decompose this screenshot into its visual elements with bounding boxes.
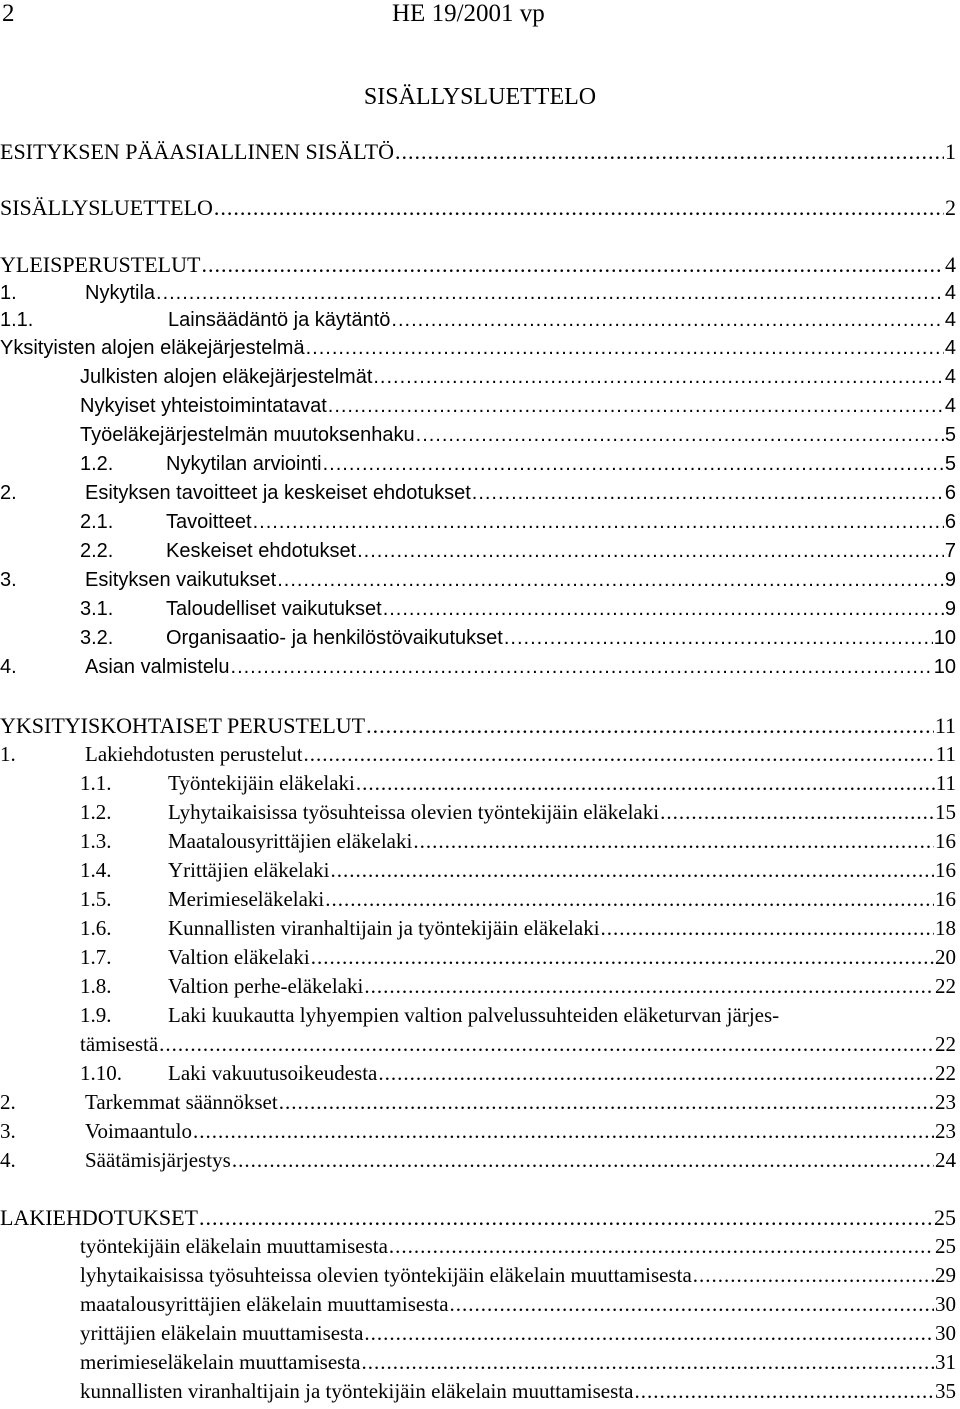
toc-entry-page: 1 — [945, 139, 956, 164]
page-number: 2 — [2, 0, 15, 27]
toc-entry-page: 30 — [935, 1321, 956, 1345]
leader-dots — [323, 453, 944, 476]
toc-entry[interactable] — [0, 1263, 956, 1292]
toc-entry-page: 5 — [944, 424, 956, 446]
leader-dots — [231, 656, 933, 679]
toc-entry-title: maatalousyrittäjien eläkelain muuttamisesta — [80, 1292, 449, 1316]
toc-entry[interactable] — [0, 1090, 956, 1119]
toc-entry-number: 2. — [0, 1090, 16, 1114]
toc-entry[interactable] — [0, 337, 956, 366]
toc-entry-number: 2.2. — [80, 540, 114, 562]
leader-dots — [199, 1205, 933, 1231]
toc-entry[interactable] — [0, 482, 956, 511]
toc-entry[interactable] — [0, 195, 956, 224]
leader-dots — [373, 366, 944, 389]
toc-entry-title: Maatalousyrittäjien eläkelaki — [168, 829, 413, 853]
toc-entry-title: Asian valmistelu — [85, 656, 230, 678]
toc-entry-page: 23 — [935, 1090, 956, 1114]
toc-entry-title: kunnallisten viranhaltijain ja työntekijäin eläkelain muuttamisesta — [80, 1379, 634, 1403]
toc-entry-number: 1.5. — [80, 887, 112, 911]
toc-entry-title: Merimieseläkelaki — [168, 887, 325, 911]
leader-dots — [304, 742, 935, 767]
toc-entry-number: 1.7. — [80, 945, 112, 969]
toc-entry[interactable] — [0, 1119, 956, 1148]
toc-entry-number: 1.3. — [80, 829, 112, 853]
toc-entry[interactable] — [0, 424, 956, 453]
leader-dots — [357, 540, 944, 563]
toc-entry-title: Tavoitteet — [166, 511, 252, 533]
toc-entry-title: Valtion perhe-eläkelaki — [168, 974, 364, 998]
toc-entry-title: Yksityisten alojen eläkejärjestelmä — [0, 337, 305, 359]
toc-entry-page: 23 — [935, 1119, 956, 1143]
toc-entry[interactable] — [0, 887, 956, 916]
leader-dots — [277, 569, 944, 592]
leader-dots — [356, 771, 935, 796]
toc-entry-number: 1.10. — [80, 1061, 122, 1085]
toc-entry-number: 1. — [0, 742, 16, 766]
toc-entry-title: YKSITYISKOHTAISET PERUSTELUT — [0, 713, 366, 738]
toc-entry-page: 11 — [934, 713, 956, 738]
toc-entry-page: 4 — [944, 282, 956, 304]
toc-entry-title: Taloudelliset vaikutukset — [166, 598, 382, 620]
toc-entry-number: 1.6. — [80, 916, 112, 940]
toc-entry-title: YLEISPERUSTELUT — [0, 252, 201, 277]
toc-entry[interactable] — [0, 656, 956, 685]
leader-dots — [504, 627, 933, 650]
toc-entry-page: 25 — [935, 1234, 956, 1258]
toc-entry[interactable] — [0, 974, 956, 1003]
toc-entry-title: lyhytaikaisissa työsuhteissa olevien työntekijäin eläkelain muuttamisesta — [80, 1263, 692, 1287]
toc-entry-number: 4. — [0, 1148, 16, 1172]
leader-dots — [201, 252, 944, 278]
leader-dots — [395, 139, 944, 165]
toc-entry-title: ESITYKSEN PÄÄASIALLINEN SISÄLTÖ — [0, 139, 394, 164]
toc-entry-title: Nykytilan arviointi — [166, 453, 322, 475]
leader-dots — [366, 713, 934, 739]
toc-entry-title: Keskeiset ehdotukset — [166, 540, 357, 562]
toc-entry[interactable] — [0, 1003, 956, 1032]
toc-entry-title: Lainsäädäntö ja käytäntö — [168, 309, 391, 331]
toc-entry-page: 2 — [945, 195, 956, 220]
toc-entry[interactable] — [0, 1148, 956, 1177]
toc-entry[interactable] — [0, 309, 956, 338]
leader-dots — [472, 482, 944, 505]
toc-entry-number: 4. — [0, 656, 17, 678]
toc-entry[interactable] — [0, 771, 956, 800]
toc-entry[interactable] — [0, 511, 956, 540]
toc-entry[interactable] — [0, 598, 956, 627]
toc-entry-page: 10 — [933, 627, 956, 649]
toc-entry-page: 22 — [935, 1061, 956, 1085]
leader-dots — [328, 395, 944, 418]
toc-entry[interactable] — [0, 139, 956, 168]
toc-entry[interactable] — [0, 1321, 956, 1350]
toc-entry-page: 10 — [933, 656, 956, 678]
toc-entry-title: Yrittäjien eläkelaki — [168, 858, 330, 882]
leader-dots — [232, 1148, 934, 1173]
leader-dots — [383, 598, 944, 621]
toc-entry-title: työntekijäin eläkelain muuttamisesta — [80, 1234, 388, 1258]
leader-dots — [634, 1379, 934, 1404]
toc-title: SISÄLLYSLUETTELO — [363, 84, 597, 110]
toc-entry[interactable] — [0, 395, 956, 424]
toc-entry-page: 29 — [935, 1263, 956, 1287]
toc-entry-page: 11 — [935, 742, 956, 766]
toc-entry-page: 6 — [944, 511, 956, 533]
leader-dots — [391, 309, 943, 332]
toc-entry-number: 1. — [0, 282, 17, 304]
toc-entry[interactable] — [0, 627, 956, 656]
leader-dots — [378, 1061, 934, 1086]
leader-dots — [364, 1321, 934, 1346]
leader-dots — [156, 282, 944, 305]
toc-entry[interactable] — [0, 713, 956, 742]
toc-entry[interactable] — [0, 800, 956, 829]
toc-entry-page: 9 — [944, 569, 956, 591]
leader-dots — [214, 195, 944, 221]
toc-entry[interactable] — [0, 742, 956, 771]
toc-entry-number: 3.1. — [80, 598, 114, 620]
toc-entry-page: 16 — [935, 829, 956, 853]
toc-entry-title: Valtion eläkelaki — [168, 945, 310, 969]
toc-entry-page: 7 — [944, 540, 956, 562]
toc-entry-page: 22 — [935, 974, 956, 998]
toc-entry[interactable] — [0, 1205, 956, 1234]
toc-entry-number: 3.2. — [80, 627, 114, 649]
toc-entry-page: 9 — [944, 598, 956, 620]
toc-entry-page: 31 — [935, 1350, 956, 1374]
leader-dots — [416, 424, 944, 447]
toc-entry-page: 11 — [935, 771, 956, 795]
leader-dots — [660, 800, 934, 825]
toc-entry-title: Lyhytaikaisissa työsuhteissa olevien työntekijäin eläkelaki — [168, 800, 660, 824]
toc-entry-title: Lakiehdotusten perustelut — [85, 742, 303, 766]
leader-dots — [331, 858, 934, 883]
leader-dots — [325, 887, 934, 912]
toc-entry-page: 4 — [944, 395, 956, 417]
toc-entry-title: Laki vakuutusoikeudesta — [168, 1061, 378, 1085]
toc-entry-number: 2. — [0, 482, 17, 504]
toc-entry[interactable] — [0, 858, 956, 887]
toc-entry-title: Tarkemmat säännökset — [85, 1090, 278, 1114]
toc-entry-number: 2.1. — [80, 511, 114, 533]
toc-entry-title: LAKIEHDOTUKSET — [0, 1205, 198, 1230]
leader-dots — [279, 1090, 934, 1115]
toc-entry-page: 24 — [935, 1148, 956, 1172]
toc-entry[interactable] — [0, 916, 956, 945]
toc-entry-page: 4 — [944, 309, 956, 331]
leader-dots — [450, 1292, 934, 1317]
toc-entry-page: 18 — [935, 916, 956, 940]
toc-entry-page: 30 — [935, 1292, 956, 1316]
toc-entry[interactable] — [0, 1061, 956, 1090]
leader-dots — [601, 916, 934, 941]
toc-entry-page: 16 — [935, 858, 956, 882]
toc-entry-title: Laki kuukautta lyhyempien valtion palvelussuhteiden eläketurvan järjes- — [168, 1003, 780, 1027]
leader-dots — [306, 337, 944, 360]
toc-entry-page: 15 — [935, 800, 956, 824]
toc-entry-title: Voimaantulo — [85, 1119, 192, 1143]
toc-entry[interactable] — [0, 1234, 956, 1263]
toc-entry-page: 6 — [944, 482, 956, 504]
toc-entry-number: 1.2. — [80, 800, 112, 824]
toc-entry-number: 3. — [0, 569, 17, 591]
leader-dots — [362, 1350, 935, 1375]
toc-entry[interactable] — [0, 252, 956, 281]
toc-entry-number: 3. — [0, 1119, 16, 1143]
toc-entry[interactable] — [0, 453, 956, 482]
toc-entry-title: SISÄLLYSLUETTELO — [0, 195, 213, 220]
toc-entry[interactable] — [0, 829, 956, 858]
toc-entry-page: 4 — [945, 252, 956, 277]
toc-entry-title: Organisaatio- ja henkilöstövaikutukset — [166, 627, 503, 649]
toc-entry-title: Esityksen tavoitteet ja keskeiset ehdotukset — [85, 482, 471, 504]
toc-entry-number: 1.1. — [0, 309, 34, 331]
toc-entry-title: tämisestä — [80, 1032, 159, 1056]
leader-dots — [413, 829, 934, 854]
toc-entry-page: 16 — [935, 887, 956, 911]
toc-entry-page: 5 — [944, 453, 956, 475]
toc-entry-number: 1.2. — [80, 453, 114, 475]
toc-entry-page: 25 — [934, 1205, 956, 1230]
toc-entry-title: Työntekijäin eläkelaki — [168, 771, 355, 795]
document-id: HE 19/2001 vp — [392, 0, 545, 27]
toc-entry-page: 4 — [944, 366, 956, 388]
toc-entry-page: 35 — [935, 1379, 956, 1403]
toc-entry-number: 1.1. — [80, 771, 112, 795]
toc-entry[interactable] — [0, 1379, 956, 1408]
toc-entry-title: Kunnallisten viranhaltijain ja työntekijäin eläkelaki — [168, 916, 600, 940]
toc-entry[interactable] — [0, 540, 956, 569]
toc-entry[interactable] — [0, 1032, 956, 1061]
leader-dots — [364, 974, 934, 999]
toc-entry-title: merimieseläkelain muuttamisesta — [80, 1350, 361, 1374]
toc-entry[interactable] — [0, 1350, 956, 1379]
toc-entry-title: yrittäjien eläkelain muuttamisesta — [80, 1321, 364, 1345]
toc-entry[interactable] — [0, 282, 956, 311]
toc-entry-number: 1.4. — [80, 858, 112, 882]
toc-entry-number: 1.9. — [80, 1003, 112, 1027]
toc-entry-title: Esityksen vaikutukset — [85, 569, 277, 591]
toc-entry-page: 20 — [935, 945, 956, 969]
toc-entry[interactable] — [0, 366, 956, 395]
toc-entry-title: Nykyiset yhteistoimintatavat — [80, 395, 327, 417]
toc-entry-title: Julkisten alojen eläkejärjestelmät — [80, 366, 373, 388]
leader-dots — [389, 1234, 934, 1259]
toc-entry-number: 1.8. — [80, 974, 112, 998]
leader-dots — [159, 1032, 934, 1057]
toc-entry[interactable] — [0, 569, 956, 598]
toc-entry[interactable] — [0, 1292, 956, 1321]
toc-entry-title: Työeläkejärjestelmän muutoksenhaku — [80, 424, 415, 446]
toc-entry[interactable] — [0, 945, 956, 974]
leader-dots — [253, 511, 944, 534]
toc-entry-title: Säätämisjärjestys — [85, 1148, 231, 1172]
toc-entry-page: 4 — [944, 337, 956, 359]
leader-dots — [693, 1263, 934, 1288]
leader-dots — [311, 945, 934, 970]
leader-dots — [193, 1119, 934, 1144]
toc-entry-title: Nykytila — [85, 282, 156, 304]
toc-entry-page: 22 — [935, 1032, 956, 1056]
